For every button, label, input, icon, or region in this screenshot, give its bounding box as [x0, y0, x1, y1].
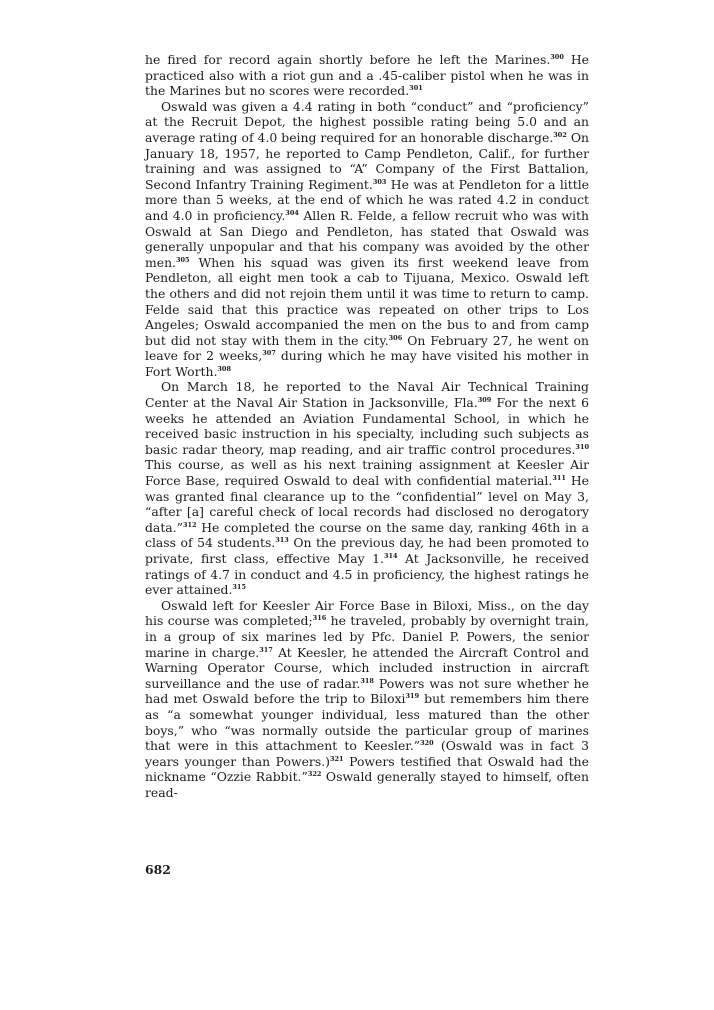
- page-number: 682: [145, 862, 171, 877]
- text-run: At Keesler, he attended the Aircraft Control and Warning Operator Course, which included instruction in aircraft surveillance and the use of radar.: [145, 644, 589, 691]
- paragraph-1: [145, 52, 589, 99]
- text-run: Oswald generally stayed to himself, often read-: [145, 769, 589, 800]
- paragraph-2: [145, 99, 589, 380]
- paragraph-3: [145, 379, 589, 597]
- footnote-ref[interactable]: 309: [477, 396, 492, 405]
- footnote-ref[interactable]: 303: [372, 177, 387, 186]
- text-run: He completed the course on the same day, ranking 46th in a class of 54 students.: [145, 519, 589, 551]
- text-run: Allen R. Felde, a fellow recruit who was with Oswald at San Diego and Pendleton, has stated that Oswald was generally unpopular and that his company was avoided by the other men.: [145, 207, 589, 270]
- text-run: he fired for record again shortly before he left the Marines.: [145, 52, 551, 67]
- text-run: he traveled, probably by overnight train, in a group of six marines led by Pfc. Daniel P. Powers, the senior marine in charge.: [145, 613, 589, 660]
- footnote-ref[interactable]: 302: [553, 130, 567, 139]
- footnote-ref[interactable]: 301: [409, 84, 423, 93]
- text-run: Powers testified that Oswald had the nickname “Ozzie Rabbit.”: [145, 753, 589, 785]
- text-run: For the next 6 weeks he attended an Aviation Fundamental School, in which he received basic instruction in his specialty, including such subjects as basic radar theory, map reading, and air traffic control procedures.: [145, 395, 589, 457]
- footnote-ref[interactable]: 310: [575, 442, 589, 451]
- footnote-ref[interactable]: 311: [552, 474, 566, 483]
- text-run: On January 18, 1957, he reported to Camp Pendleton, Calif., for further training and was assigned to “A” Company of the First Battalion, Second Infantry Training Regiment.: [145, 129, 589, 192]
- text-run: On the previous day, he had been promoted to private, first class, effective May 1.: [145, 535, 589, 566]
- footnote-ref[interactable]: 304: [285, 208, 299, 217]
- footnote-ref[interactable]: 305: [176, 255, 190, 264]
- text-run: Oswald was given a 4.4 rating in both “conduct” and “proficiency” at the Recruit Depot, the highest possible rating being 5.0 and an average rating of 4.0 being required for an honorable discharge.: [145, 98, 589, 145]
- footnote-ref[interactable]: 320: [420, 739, 434, 748]
- text-run: This course, as well as his next training assignment at Keesler Air Force Base, required Oswald to deal with confidential material.: [145, 457, 589, 489]
- footnote-ref[interactable]: 321: [329, 754, 344, 763]
- footnote-ref[interactable]: 317: [259, 645, 273, 654]
- footnote-ref[interactable]: 318: [360, 676, 374, 685]
- footnote-ref[interactable]: 313: [275, 536, 289, 545]
- footnote-ref[interactable]: 315: [232, 583, 246, 592]
- text-run: He was granted final clearance up to the “confidential” level on May 3, “after [a] careful check of local records had disclosed no derogatory data.”: [145, 473, 589, 535]
- text-run: On March 18, he reported to the Naval Air Technical Training Center at the Naval Air Station in Jacksonville, Fla.: [145, 379, 589, 411]
- text-run: At Jacksonville, he received ratings of 4.7 in conduct and 4.5 in proficiency, the highest ratings he ever attained.: [145, 551, 589, 598]
- footnote-ref[interactable]: 300: [550, 53, 564, 61]
- footnote-ref[interactable]: 316: [312, 614, 327, 623]
- text-run: during which he may have visited his mother in Fort Worth.: [145, 348, 589, 379]
- text-run: Oswald left for Keesler Air Force Base in Biloxi, Miss., on the day his course was completed;: [145, 597, 589, 629]
- text-run: He practiced also with a riot gun and a .45-caliber pistol when he was in the Marines but no scores were recorded.: [145, 52, 590, 99]
- text-run: On February 27, he went on leave for 2 weeks,: [145, 332, 589, 364]
- document-body: [145, 52, 589, 801]
- text-run: When his squad was given its first weekend leave from Pendleton, all eight men took a cab to Tijuana, Mexico. Oswald left the others and did not rejoin them until it was time to return to camp. Felde said that this practice was repeated on other trips to Los Angeles; Oswald accompanied the men on the bus to and from camp but did not stay with them in the city.: [145, 254, 589, 348]
- text-run: He was at Pendleton for a little more than 5 weeks, at the end of which he was rated 4.2 in conduct and 4.0 in proficiency.: [145, 176, 590, 223]
- footnote-ref[interactable]: 314: [383, 552, 398, 560]
- footnote-ref[interactable]: 306: [388, 333, 403, 342]
- text-run: but remembers him there as “a somewhat younger individual, less matured than the other boys,” who “was normally outside the particular group of marines that were in this attachment to Keesler.”: [145, 691, 589, 754]
- footnote-ref[interactable]: 312: [182, 520, 197, 529]
- footnote-ref[interactable]: 319: [405, 692, 420, 701]
- text-run: Powers was not sure whether he had met Oswald before the trip to Biloxi: [145, 675, 589, 707]
- paragraph-4: [145, 598, 589, 801]
- footnote-ref[interactable]: 308: [217, 364, 231, 373]
- footnote-ref[interactable]: 322: [307, 770, 322, 779]
- footnote-ref[interactable]: 307: [262, 349, 276, 358]
- text-run: (Oswald was in fact 3 years younger than Powers.): [145, 738, 589, 769]
